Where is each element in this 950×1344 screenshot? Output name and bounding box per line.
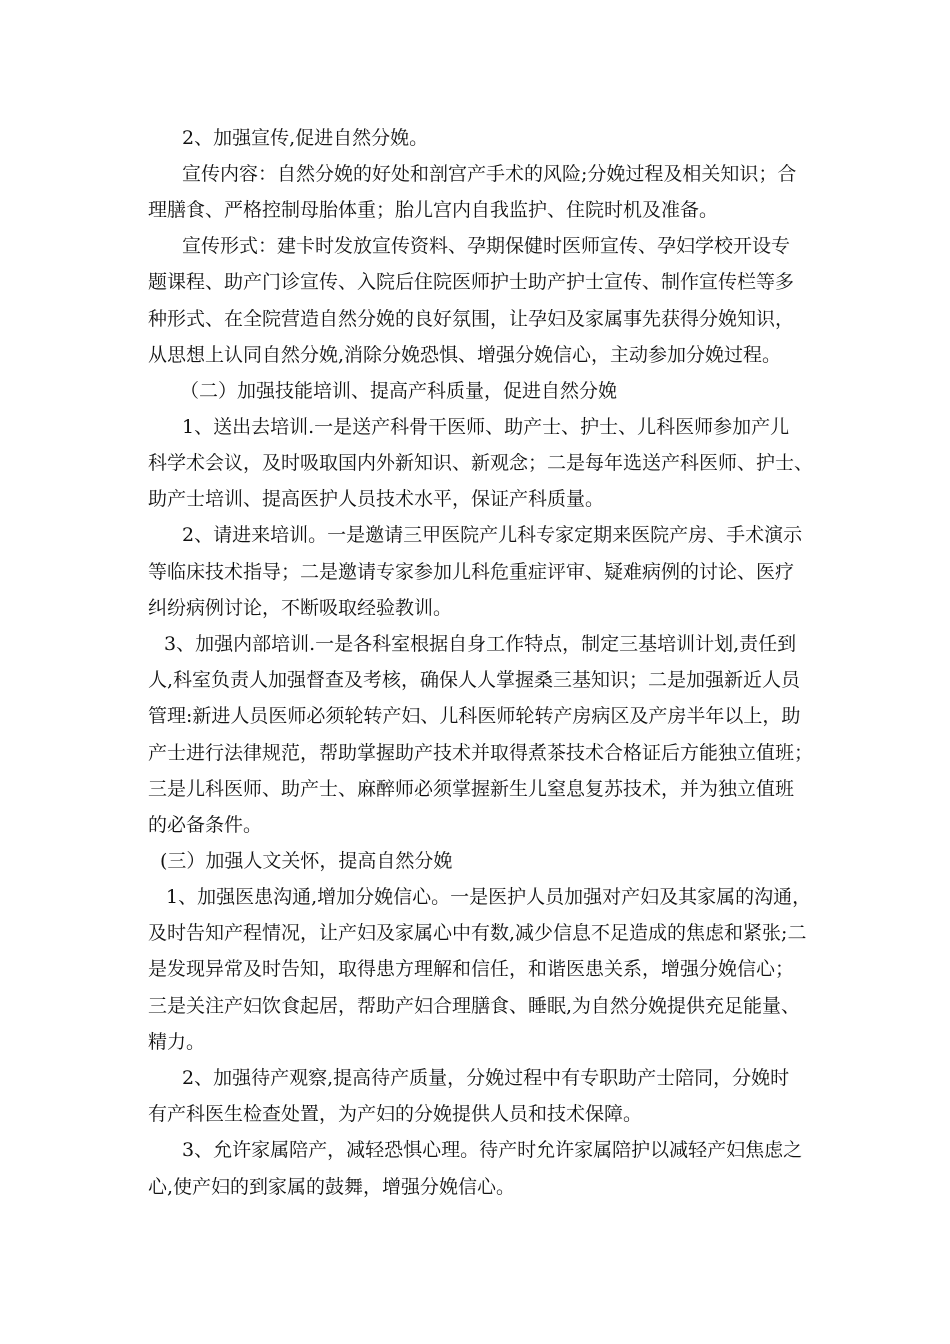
paragraph-line: 助产士培训、提高医护人员技术水平，保证产科质量。 — [148, 488, 605, 510]
paragraph-line: 是发现异常及时告知，取得患方理解和信任，和谐医患关系，增强分娩信心； — [148, 958, 795, 980]
paragraph-line: 宣传形式：建卡时发放宣传资料、孕期保健时医师宣传、孕妇学校开设专 — [182, 235, 791, 257]
paragraph-line: 管理:新进人员医师必须轮转产妇、儿科医师轮转产房病区及产房半年以上，助 — [148, 705, 801, 727]
paragraph-line: 理膳食、严格控制母胎体重；胎儿宫内自我监护、住院时机及准备。 — [148, 199, 719, 221]
paragraph-line: 种形式、在全院营造自然分娩的良好氛围，让孕妇及家属事先获得分娩知识， — [148, 308, 795, 330]
paragraph-line: 3、允许家属陪产，减轻恐惧心理。待产时允许家属陪护以减轻产妇焦虑之 — [182, 1139, 803, 1161]
paragraph-line: 精力。 — [148, 1031, 206, 1053]
paragraph-line: 2、请进来培训。一是邀请三甲医院产儿科专家定期来医院产房、手术演示 — [182, 524, 803, 546]
paragraph-line: 的必备条件。 — [148, 814, 263, 836]
paragraph-line: 纠纷病例讨论，不断吸取经验教训。 — [148, 597, 453, 619]
paragraph-line: 3、加强内部培训.一是各科室根据自身工作特点，制定三基培训计划,责任到 — [164, 633, 797, 655]
item-2-heading: 2、加强宣传,促进自然分娩。 — [182, 127, 429, 149]
paragraph-line: 有产科医生检查处置，为产妇的分娩提供人员和技术保障。 — [148, 1103, 643, 1125]
section-heading-3: (三）加强人文关怀，提高自然分娩 — [160, 850, 453, 872]
paragraph-line: 题课程、助产门诊宣传、入院后住院医师护士助产护士宣传、制作宣传栏等多 — [148, 271, 795, 293]
paragraph-line: 产士进行法律规范，帮助掌握助产技术并取得煮茶技术合格证后方能独立值班； — [148, 742, 814, 764]
paragraph-line: 等临床技术指导；二是邀请专家参加儿科危重症评审、疑难病例的讨论、医疗 — [148, 561, 795, 583]
paragraph-line: 从思想上认同自然分娩,消除分娩恐惧、增强分娩信心，主动参加分娩过程。 — [148, 344, 782, 366]
paragraph-line: 1、加强医患沟通,增加分娩信心。一是医护人员加强对产妇及其家属的沟通， — [166, 886, 812, 908]
paragraph-line: 2、加强待产观察,提高待产质量，分娩过程中有专职助产士陪同，分娩时 — [182, 1067, 790, 1089]
paragraph-line: 及时告知产程情况，让产妇及家属心中有数,减少信息不足造成的焦虑和紧张;二 — [148, 922, 807, 944]
paragraph-line: 宣传内容：自然分娩的好处和剖宫产手术的风险;分娩过程及相关知识；合 — [182, 163, 797, 185]
paragraph-line: 1、送出去培训.一是送产科骨干医师、助产士、护士、儿科医师参加产儿 — [182, 416, 790, 438]
paragraph-line: 三是儿科医师、助产士、麻醉师必须掌握新生儿窒息复苏技术，并为独立值班 — [148, 778, 795, 800]
paragraph-line: 心,使产妇的到家属的鼓舞，增强分娩信心。 — [148, 1176, 516, 1198]
paragraph-line: 科学术会议，及时吸取国内外新知识、新观念；二是每年选送产科医师、护士、 — [148, 452, 814, 474]
paragraph-line: 三是关注产妇饮食起居，帮助产妇合理膳食、睡眠,为自然分娩提供充足能量、 — [148, 995, 801, 1017]
paragraph-line: 人,科室负责人加强督查及考核，确保人人掌握桑三基知识；二是加强新近人员 — [148, 669, 801, 691]
section-heading-2: （二）加强技能培训、提高产科质量，促进自然分娩 — [180, 380, 618, 402]
